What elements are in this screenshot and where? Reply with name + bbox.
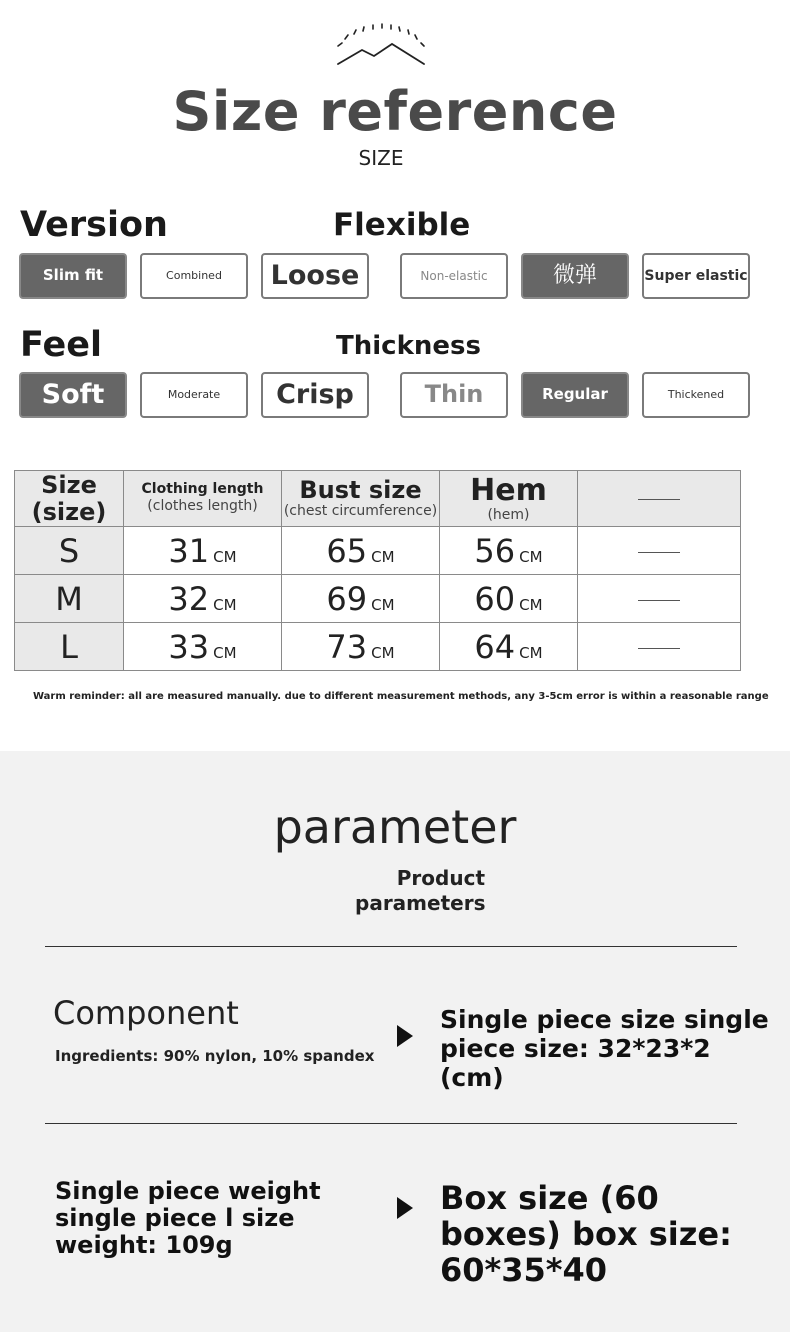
unit-label: CM — [371, 595, 395, 614]
option-non-elastic: Non-elastic — [400, 253, 508, 299]
box-size-text: Box size (60 boxes) box size: 60*35*40 — [440, 1179, 732, 1289]
option-combined: Combined — [140, 253, 248, 299]
page-subtitle: SIZE — [358, 146, 404, 170]
arrow-right-icon — [397, 1197, 413, 1219]
unit-label: CM — [213, 595, 237, 614]
unit-label: CM — [371, 643, 395, 662]
hem-cell — [440, 623, 578, 671]
table-row — [15, 623, 741, 671]
ingredients-text: Ingredients: 90% nylon, 10% spandex — [55, 1047, 375, 1065]
header-size-main: Size — [41, 471, 97, 500]
unit-label: CM — [519, 595, 543, 614]
bust-value: 73 — [326, 627, 368, 666]
length-cell — [124, 575, 282, 623]
measurement-reminder: Warm reminder: all are measured manually. due to different measurement methods, any 3-5cm error is within a reasonable range — [33, 691, 769, 702]
divider — [45, 946, 737, 947]
dash-mark — [638, 648, 680, 649]
option-super-elastic: Super elastic — [642, 253, 750, 299]
sunrise-mountain-icon — [332, 22, 432, 68]
unit-label: CM — [371, 547, 395, 566]
header-bust-main: Bust size — [299, 475, 422, 504]
table-header-row — [15, 471, 741, 527]
dash-mark — [638, 552, 680, 553]
header-empty — [578, 471, 741, 527]
unit-label: CM — [519, 643, 543, 662]
length-value: 33 — [168, 627, 210, 666]
weight-text: Single piece weight single piece l size weight: 109g — [55, 1177, 321, 1260]
table-row — [15, 527, 741, 575]
empty-cell — [578, 623, 741, 671]
size-cell: M — [15, 575, 124, 623]
option-moderate: Moderate — [140, 372, 248, 418]
bust-value: 65 — [326, 531, 368, 570]
hem-cell — [440, 575, 578, 623]
size-cell: S — [15, 527, 124, 575]
thickness-label: Thickness — [336, 331, 481, 361]
header-length-sub: (clothes length) — [147, 497, 258, 514]
dash-mark — [638, 600, 680, 601]
length-value: 31 — [168, 531, 210, 570]
header-size — [15, 471, 124, 527]
empty-cell — [578, 527, 741, 575]
divider — [45, 1123, 737, 1124]
page-title: Size reference — [172, 80, 618, 143]
header-hem — [440, 471, 578, 527]
option-regular: Regular — [521, 372, 629, 418]
hem-value: 56 — [474, 531, 516, 570]
hem-value: 60 — [474, 579, 516, 618]
hem-cell — [440, 527, 578, 575]
piece-size-text: Single piece size single piece size: 32*23*2 (cm) — [440, 1005, 769, 1092]
header-hem-sub: (hem) — [487, 506, 530, 523]
option-thin: Thin — [400, 372, 508, 418]
bust-value: 69 — [326, 579, 368, 618]
header-length-main: Clothing length — [141, 481, 264, 498]
option-loose: Loose — [261, 253, 369, 299]
header-bust-size — [282, 471, 440, 527]
component-title: Component — [53, 994, 239, 1032]
header-bust-sub: (chest circumference) — [283, 503, 438, 520]
bust-cell — [282, 623, 440, 671]
option-soft: Soft — [19, 372, 127, 418]
unit-label: CM — [213, 547, 237, 566]
size-chart-table — [14, 470, 741, 671]
feel-label: Feel — [20, 325, 102, 365]
empty-cell — [578, 575, 741, 623]
dash-mark — [638, 499, 680, 500]
unit-label: CM — [213, 643, 237, 662]
length-value: 32 — [168, 579, 210, 618]
size-cell: L — [15, 623, 124, 671]
bust-cell — [282, 527, 440, 575]
table-row — [15, 575, 741, 623]
header-hem-main: Hem — [470, 472, 547, 508]
length-cell — [124, 527, 282, 575]
hem-value: 64 — [474, 627, 516, 666]
bust-cell — [282, 575, 440, 623]
header-size-main2: (size) — [31, 497, 107, 526]
parameters-subtitle: Product parameters — [355, 866, 486, 915]
parameters-title: parameter — [273, 800, 517, 854]
option-thickened: Thickened — [642, 372, 750, 418]
header-clothing-length — [124, 471, 282, 527]
unit-label: CM — [519, 547, 543, 566]
arrow-right-icon — [397, 1025, 413, 1047]
option-crisp: Crisp — [261, 372, 369, 418]
version-label: Version — [20, 205, 168, 245]
option-slim-fit: Slim fit — [19, 253, 127, 299]
flexible-label: Flexible — [333, 207, 471, 243]
option-slight-elastic: 微弹 — [521, 253, 629, 299]
length-cell — [124, 623, 282, 671]
